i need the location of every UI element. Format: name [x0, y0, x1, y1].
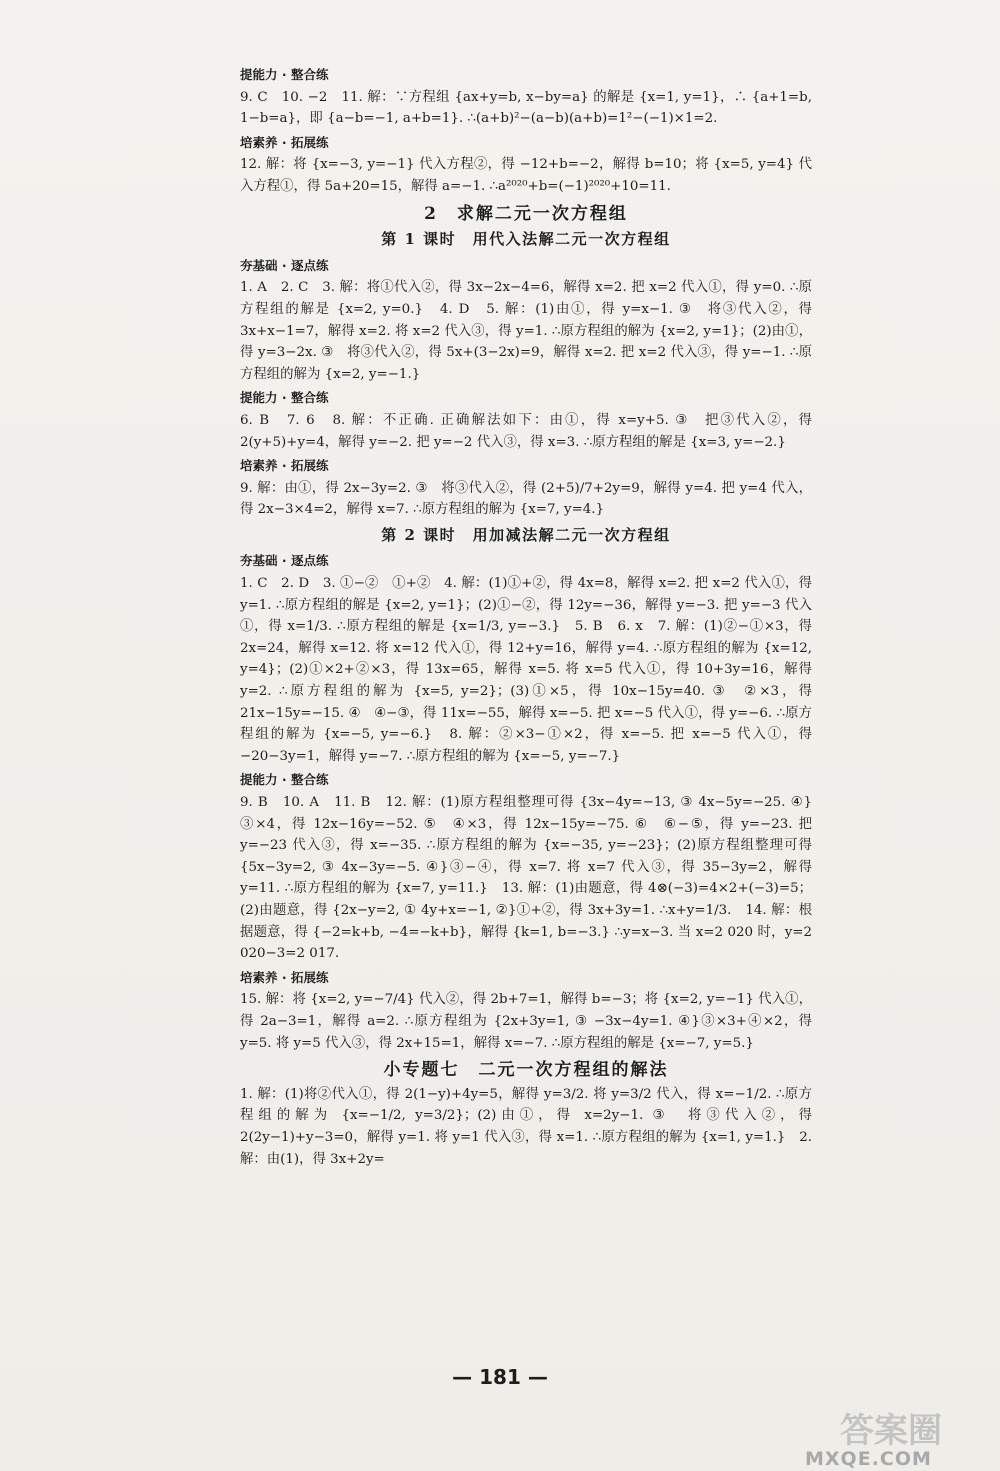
answer-paragraph: 1. 解：(1)将②代入①，得 2(1−y)+4y=5，解得 y=3/2. 将 y=3/2 代入，得 x=−1/2. ∴原方程组的解为 {x=−1/2, y=3/2}；(2)由①，得 x=2y−1. ③ 将③代入②，得 2(2y−1)+y−3=0，解得 y=1. 将 y=1 代入③，得 x=1. ∴原方程组的解为 {x=1, y=1.} 2. 解：由(1)，得 3x+2y= — [240, 1086, 812, 1167]
section-tag: 夯基础 · 逐点练 — [240, 257, 329, 273]
lesson-heading: 第 1 课时 用代入法解二元一次方程组 — [381, 230, 671, 249]
answer-paragraph: 6. B 7. 6 8. 解：不正确. 正确解法如下：由①，得 x=y+5. ③ 把③代入②，得 2(y+5)+y=4，解得 y=−2. 把 y=−2 代入③，得 x=3. ∴原方程组的解是 {x=3, y=−2.} — [240, 412, 812, 450]
answer-paragraph: 1. A 2. C 3. 解：将①代入②，得 3x−2x−4=6，解得 x=2. 把 x=2 代入①，得 y=0. ∴原方程组的解是 {x=2, y=0.} 4. D 5. 解：(1)由①，得 y=x−1. ③ 将③代入②，得 3x+x−1=7，解得 x=2. 将 x=2 代入③，得 y=1. ∴原方程组的解为 {x=2, y=1}；(2)由①，得 y=3−2x. ③ 将③代入②，得 5x+(3−2x)=9，解得 x=2. 把 x=2 代入③，得 y=−1. ∴原方程组的解为 {x=2, y=−1.} — [240, 280, 812, 382]
answer-paragraph: 12. 解：将 {x=−3, y=−1} 代入方程②，得 −12+b=−2，解得 b=10；将 {x=5, y=4} 代入方程①，得 5a+20=15，解得 a=−1. ∴a²⁰²⁰+b=(−1)²⁰²⁰+10=11. — [240, 157, 812, 194]
answer-text-column — [240, 62, 812, 1170]
section-tag: 夯基础 · 逐点练 — [240, 553, 329, 569]
page-number: — 181 — — [452, 1365, 548, 1389]
answer-paragraph: 9. B 10. A 11. B 12. 解：(1)原方程组整理可得 {3x−4y=−13, ③ 4x−5y=−25. ④}③×4，得 12x−16y=−52. ⑤ ④×3，得 12x−15y=−75. ⑥ ⑥−⑤，得 y=−23. 把 y=−23 代入③，得 x=−35. ∴原方程组的解为 {x=−35, y=−23}；(2)原方程组整理可得 {5x−3y=2, ③ 4x−3y=−5. ④}③−④，得 x=7. 将 x=7 代入③，得 35−3y=2，解得 y=11. ∴原方程组的解为 {x=7, y=11.} 13. 解：(1)由题意，得 4⊗(−3)=4×2+(−3)=5；(2)由题意，得 {2x−y=2, ① 4y+x=−1, ②}①+②，得 3x+3y=1. ∴x+y=1/3. 14. 解：根据题意，得 {−2=k+b, −4=−k+b}，解得 {k=1, b=−3.} ∴y=x−3. 当 x=2 020 时，y=2 020−3=2 017. — [240, 795, 812, 962]
topic-heading: 小专题七 二元一次方程组的解法 — [383, 1060, 669, 1081]
page-number-value: 181 — [479, 1365, 521, 1389]
section-tag: 提能力 · 整合练 — [240, 67, 329, 82]
answer-paragraph: 9. 解：由①，得 2x−3y=2. ③ 将③代入②，得 (2+5)/7+2y=9，解得 y=4. 把 y=4 代入，得 2x−3×4=2，解得 x=7. ∴原方程组的解为 {x=7, y=4.} — [240, 480, 812, 518]
chapter-heading: 2 求解二元一次方程组 — [424, 203, 628, 224]
answer-paragraph: 15. 解：将 {x=2, y=−7/4} 代入②，得 2b+7=1，解得 b=−3；将 {x=2, y=−1} 代入①，得 2a−3=1，解得 a=2. ∴原方程组为 {2x+3y=1, ③ −3x−4y=1. ④}③×3+④×2，得 y=5. 将 y=5 代入③，得 2x+15=1，解得 x=−7. ∴原方程组的解是 {x=−7, y=5.} — [240, 992, 812, 1051]
lesson-heading: 第 2 课时 用加减法解二元一次方程组 — [381, 525, 671, 544]
answer-paragraph: 1. C 2. D 3. ①−② ①+② 4. 解：(1)①+②，得 4x=8，解得 x=2. 把 x=2 代入①，得 y=1. ∴原方程组的解是 {x=2, y=1}；(2)①−②，得 12y=−36，解得 y=−3. 把 y=−3 代入①，得 x=1/3. ∴原方程组的解是 {x=1/3, y=−3.} 5. B 6. x 7. 解：(1)②−①×3，得 2x=24，解得 x=12. 将 x=12 代入①，得 12+y=16，解得 y=4. ∴原方程组的解为 {x=12, y=4}；(2)①×2+②×3，得 13x=65，解得 x=5. 将 x=5 代入①，得 10+3y=16，解得 y=2. ∴原方程组的解为 {x=5, y=2}；(3)①×5，得 10x−15y=40. ③ ②×3，得 21x−15y=−15. ④ ④−③，得 11x=−55，解得 x=−5. 把 x=−5 代入①，得 y=−6. ∴原方程组的解为 {x=−5, y=−6.} 8. 解：②×3−①×2，得 x=−5. 把 x=−5 代入①，得 −20−3y=1，解得 y=−7. ∴原方程组的解为 {x=−5, y=−7.} — [240, 576, 812, 764]
section-tag: 提能力 · 整合练 — [240, 390, 329, 406]
watermark-site: MXQE.COM — [805, 1448, 932, 1470]
answer-paragraph: 9. C 10. −2 11. 解：∵方程组 {ax+y=b, x−by=a} 的解是 {x=1, y=1}，∴ {a+1=b, 1−b=a}，即 {a−b=−1, a+b=1}. ∴(a+b)²−(a−b)(a+b)=1²−(−1)×1=2. — [240, 89, 812, 127]
section-tag: 培素养 · 拓展练 — [240, 458, 329, 474]
watermark-logo: 答案圈 — [840, 1410, 942, 1451]
section-tag: 培素养 · 拓展练 — [240, 969, 329, 985]
section-tag: 提能力 · 整合练 — [240, 772, 329, 788]
section-tag: 培素养 · 拓展练 — [240, 134, 329, 150]
